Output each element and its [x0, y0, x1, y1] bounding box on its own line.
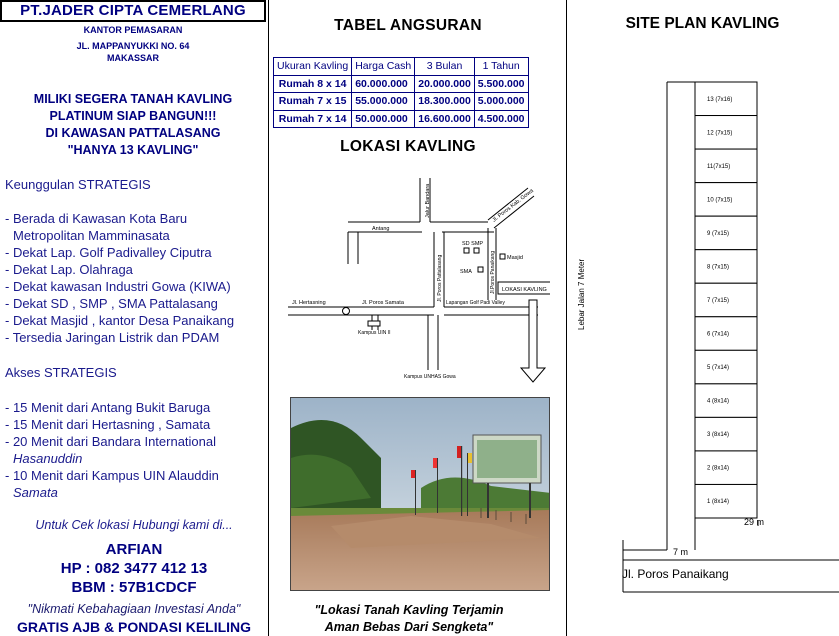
map-label: Jl. Poros Pattalasang — [437, 254, 443, 302]
table-row — [274, 110, 529, 128]
table-cell: Rumah 8 x 14 — [274, 75, 352, 93]
site-plan-column — [566, 0, 839, 636]
lot-label: 8 (7x15) — [707, 264, 730, 271]
map-label: LOKASI KAVLING — [502, 287, 547, 293]
list-item: - Dekat SD , SMP , SMA Pattalasang — [5, 296, 218, 311]
slogan: "Nikmati Kebahagiaan Investasi Anda" — [27, 602, 241, 616]
table-header: 1 Tahun — [474, 58, 528, 76]
lot-block — [695, 82, 757, 518]
dimension-label: 7 m — [673, 547, 689, 557]
map-label: Lapangan Golf Padi Valley — [446, 300, 505, 306]
list-item: - 20 Menit dari Bandara International — [5, 434, 217, 449]
table-header: Ukuran Kavling — [274, 58, 352, 76]
map-label: Jl. Hertasning — [292, 300, 326, 306]
table-header-row — [274, 58, 529, 76]
site-photo — [290, 397, 550, 591]
table-cell: 18.300.000 — [415, 93, 475, 111]
middle-column — [268, 0, 566, 636]
table-row — [274, 75, 529, 93]
map-label: SD SMP — [462, 241, 484, 247]
photo-caption: Aman Bebas Dari Sengketa" — [324, 620, 494, 634]
promo-line: MILIKI SEGERA TANAH KAVLING — [33, 92, 233, 106]
road-lines — [288, 178, 538, 370]
gratis-banner: GRATIS AJB & PONDASI KELILING — [16, 619, 252, 635]
school-building — [464, 248, 469, 253]
map-label: SMA — [460, 269, 472, 275]
dimension-label: 29 m — [744, 517, 765, 527]
table-cell: 50.000.000 — [352, 110, 415, 128]
campus-building — [368, 321, 380, 326]
contact-intro: Untuk Cek lokasi Hubungi kami di... — [35, 518, 233, 532]
contact-phone: HP : 082 3477 412 13 — [60, 560, 208, 577]
table-title: TABEL ANGSURAN — [334, 17, 482, 34]
installment-table — [273, 57, 529, 128]
photo-caption: "Lokasi Tanah Kavling Terjamin — [314, 603, 504, 617]
list-item: Metropolitan Mamminasata — [13, 228, 170, 243]
lot-label: 4 (8x14) — [707, 398, 730, 405]
school-building — [474, 248, 479, 253]
akses-list — [5, 399, 267, 501]
promo-line: PLATINUM SIAP BANGUN!!! — [49, 109, 217, 123]
table-cell: 16.600.000 — [415, 110, 475, 128]
roundabout — [343, 308, 350, 315]
table-cell: 5.500.000 — [474, 75, 528, 93]
arrow-down-icon — [521, 300, 545, 382]
contact-name: ARFIAN — [105, 541, 163, 558]
map-label: Jl.Poros Panaikang — [490, 250, 496, 294]
office-line: KANTOR PEMASARAN — [83, 25, 183, 35]
lot-label: 1 (8x14) — [707, 499, 730, 506]
list-item: - Dekat Masjid , kantor Desa Panaikang — [5, 313, 235, 328]
map-label: Kampus UNHAS Gowa — [404, 374, 456, 380]
list-item: - Dekat Lap. Golf Padivalley Ciputra — [5, 245, 212, 260]
list-item: Hasanuddin — [13, 451, 83, 466]
map-label: Antang — [372, 226, 390, 232]
promo-line: "HANYA 13 KAVLING" — [67, 143, 199, 157]
company-name: PT.JADER CIPTA CEMERLANG — [0, 0, 266, 22]
lot-label: 7 (7x15) — [707, 298, 730, 304]
map-title: LOKASI KAVLING — [340, 138, 476, 155]
map-label: Kampus UIN II — [358, 330, 391, 336]
road-width-label: Lebar Jalan 7 Meter — [577, 258, 586, 330]
keunggulan-heading: Keunggulan STRATEGIS — [5, 177, 151, 192]
lot-label: 11(7x15) — [707, 163, 731, 170]
table-header: Harga Cash — [352, 58, 415, 76]
lot-label: 2 (8x14) — [707, 465, 730, 472]
office-line: MAKASSAR — [106, 53, 159, 63]
map-label: Jalur Bandara — [425, 183, 431, 218]
lot-label: 6 (7x14) — [707, 331, 730, 338]
table-cell: 4.500.000 — [474, 110, 528, 128]
table-cell: 20.000.000 — [415, 75, 475, 93]
table-cell: 60.000.000 — [352, 75, 415, 93]
table-cell: Rumah 7 x 14 — [274, 110, 352, 128]
table-header: 3 Bulan — [415, 58, 475, 76]
road-name: Jl. Poros Panaikang — [622, 567, 729, 581]
list-item: - Tersedia Jaringan Listrik dan PDAM — [5, 330, 220, 345]
map-label: Jl. Poros Kab. Gowa — [491, 187, 535, 224]
table-cell: Rumah 7 x 15 — [274, 93, 352, 111]
lot-label: 13 (7x16) — [707, 96, 733, 103]
table-row — [274, 93, 529, 111]
map-label: Jl. Poros Samata — [362, 300, 404, 306]
site-plan-title: SITE PLAN KAVLING — [625, 15, 780, 32]
list-item: Samata — [13, 485, 58, 500]
keunggulan-list — [5, 210, 267, 346]
site-plan-drawing — [566, 40, 839, 600]
table-cell: 55.000.000 — [352, 93, 415, 111]
list-item: - Dekat Lap. Olahraga — [5, 262, 133, 277]
site-photo-image — [291, 398, 550, 591]
lot-label: 5 (7x14) — [707, 365, 730, 372]
map-label: Masjid — [507, 255, 523, 261]
table-cell: 5.000.000 — [474, 93, 528, 111]
mosque-building — [500, 254, 505, 259]
lot-label: 3 (8x14) — [707, 432, 730, 439]
promo-line: DI KAWASAN PATTALASANG — [45, 126, 221, 140]
contact-bbm: BBM : 57B1CDCF — [71, 579, 197, 596]
list-item: - 10 Menit dari Kampus UIN Alauddin — [5, 468, 219, 483]
list-item: - 15 Menit dari Hertasning , Samata — [5, 417, 211, 432]
list-item: - Berada di Kawasan Kota Baru — [5, 211, 188, 226]
akses-heading: Akses STRATEGIS — [5, 365, 117, 380]
info-column — [0, 0, 268, 636]
lot-label: 9 (7x15) — [707, 230, 730, 237]
office-line: JL. MAPPANYUKKI NO. 64 — [76, 41, 190, 51]
list-item: - 15 Menit dari Antang Bukit Baruga — [5, 400, 211, 415]
location-map — [278, 170, 550, 392]
lot-label: 12 (7x15) — [707, 130, 733, 137]
lot-label: 10 (7x15) — [707, 197, 733, 204]
list-item: - Dekat kawasan Industri Gowa (KIWA) — [5, 279, 231, 294]
school-building — [478, 267, 483, 272]
